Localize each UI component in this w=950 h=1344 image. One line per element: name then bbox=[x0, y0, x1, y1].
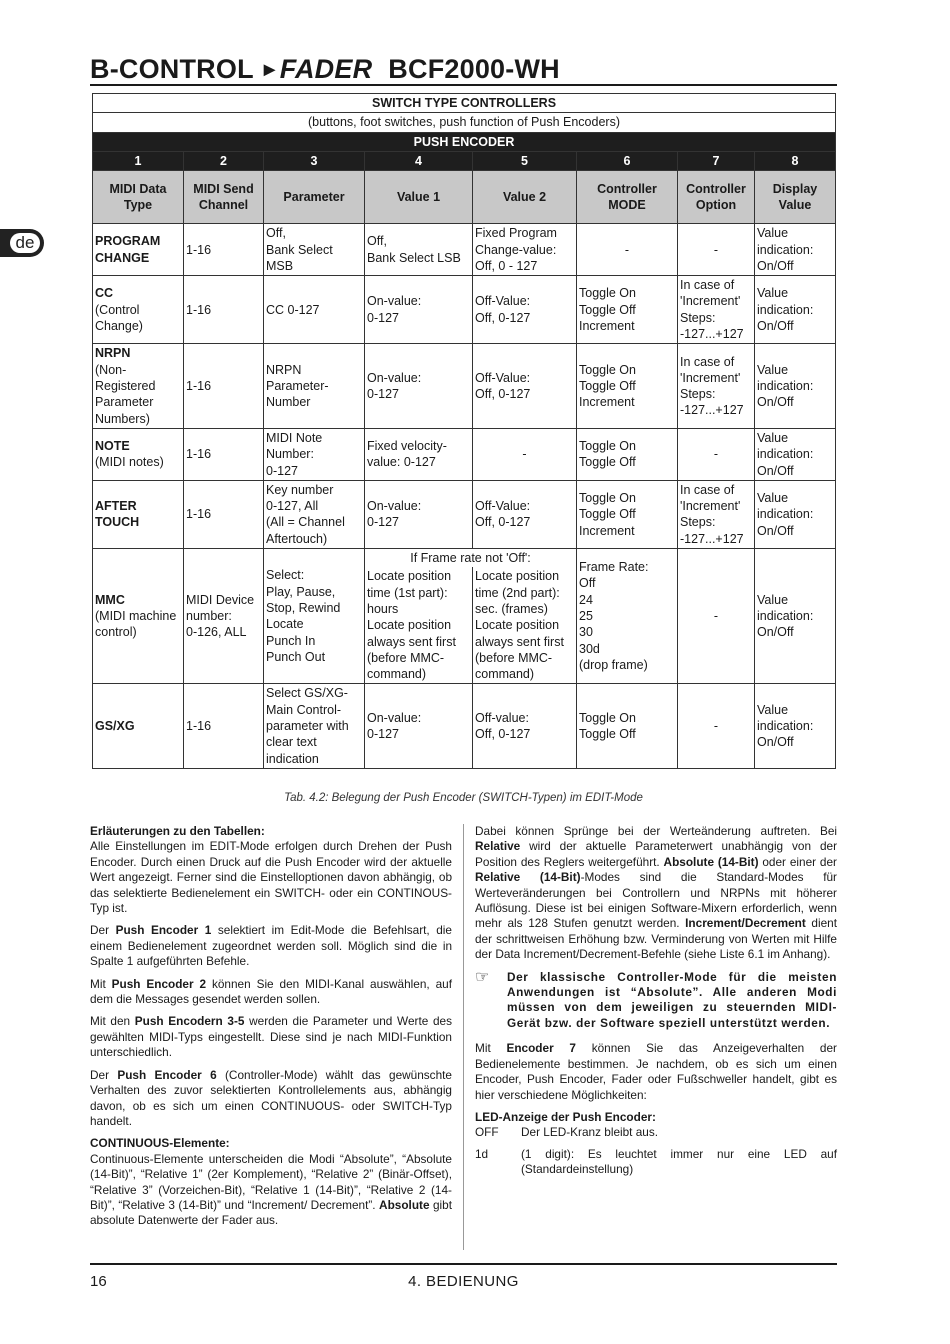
paragraph bbox=[90, 1014, 452, 1060]
paragraph bbox=[90, 923, 452, 969]
text: -Modes sind die Standard-Modes für Werteveränderungen bei Controllern und NRPNs mit höherer Auflösung. Diese ist bei einigen Software-Mixern erforderlich, wenn mehr als 128 Stufen genutzt werden. bbox=[475, 870, 837, 931]
column-header: MIDI Data Type bbox=[93, 171, 184, 224]
value1-cell: On-value: 0-127 bbox=[365, 276, 473, 344]
paragraph: Alle Einstellungen im EDIT-Mode erfolgen durch Drehen der Push Encoder. Durch einen Druck auf die Push Encoder wird der aktuelle Wert angezeigt. Ferner sind die Einstelloptionen davon abhängig, ob das selektierte Bedienelement ein SWITCH- oder ein CONTINOUS-Typ ist. bbox=[90, 839, 452, 916]
text: Der bbox=[90, 1067, 118, 1082]
page-header bbox=[90, 52, 837, 86]
hint-box bbox=[475, 970, 837, 1032]
emphasis: Relative (14-Bit) bbox=[475, 870, 581, 885]
table-subtitle: (buttons, foot switches, push function of Push Encoders) bbox=[93, 113, 836, 132]
emphasis: Push Encoder 2 bbox=[111, 976, 207, 991]
paragraph bbox=[475, 1041, 837, 1103]
column-header: Controller MODE bbox=[577, 171, 678, 224]
text: Mit bbox=[475, 1041, 507, 1056]
send-channel-cell: 1-16 bbox=[184, 480, 264, 548]
parameter-cell: MIDI Note Number: 0-127 bbox=[264, 428, 365, 480]
column-number: 3 bbox=[264, 151, 365, 170]
table-row bbox=[93, 480, 836, 548]
column-divider bbox=[463, 824, 464, 1250]
definition-item bbox=[475, 1147, 837, 1178]
column-number: 2 bbox=[184, 151, 264, 170]
switch-type-table bbox=[92, 93, 836, 769]
table-row bbox=[93, 684, 836, 768]
column-header: Parameter bbox=[264, 171, 365, 224]
send-channel-cell: 1-16 bbox=[184, 276, 264, 344]
language-label: de bbox=[10, 233, 41, 253]
column-number: 8 bbox=[755, 151, 836, 170]
definition-term: 1d bbox=[475, 1146, 489, 1161]
paragraph bbox=[475, 824, 837, 963]
display-value-cell: Value indication: On/Off bbox=[755, 549, 836, 684]
definition-item bbox=[475, 1125, 837, 1140]
parameter-cell: Off, Bank Select MSB bbox=[264, 224, 365, 276]
send-channel-cell: 1-16 bbox=[184, 344, 264, 428]
column-header: Value 2 bbox=[473, 171, 577, 224]
page-footer bbox=[90, 1263, 837, 1290]
controller-option-cell: In case of 'Increment' Steps: -127...+127 bbox=[678, 276, 755, 344]
definition-desc: (1 digit): Es leuchtet immer nur eine LED auf (Standardeinstellung) bbox=[521, 1146, 837, 1177]
controller-mode-cell: Toggle On Toggle Off Increment bbox=[577, 276, 678, 344]
product-name: FADER bbox=[279, 54, 373, 84]
controller-mode-cell: Toggle On Toggle Off bbox=[577, 684, 678, 768]
controller-option-cell: In case of 'Increment' Steps: -127...+127 bbox=[678, 344, 755, 428]
hint-text: Der klassische Controller-Mode für die meisten Anwendungen ist “Absolute”. Alle anderen Modi müssen von dem jeweiligen zu steuernden MIDI-Gerät bzw. der Software speziell unterstützt werden. bbox=[507, 969, 837, 1030]
controller-mode-cell: Toggle On Toggle Off Increment bbox=[577, 480, 678, 548]
controller-mode-cell: Toggle On Toggle Off Increment bbox=[577, 344, 678, 428]
column-number: 4 bbox=[365, 151, 473, 170]
controller-mode-cell: Toggle On Toggle Off bbox=[577, 428, 678, 480]
left-column bbox=[90, 824, 452, 1236]
data-type-cell: CC (Control Change) bbox=[93, 276, 184, 344]
column-header: MIDI Send Channel bbox=[184, 171, 264, 224]
text: Dabei können Sprünge bei der Werteänderung auftreten. Bei bbox=[475, 824, 837, 838]
send-channel-cell: 1-16 bbox=[184, 224, 264, 276]
parameter-cell: Key number 0-127, All (All = Channel Aftertouch) bbox=[264, 480, 365, 548]
data-type-cell: MMC (MIDI machine control) bbox=[93, 549, 184, 684]
value2-cell: Fixed Program Change-value: Off, 0 - 127 bbox=[473, 224, 577, 276]
text: Der bbox=[90, 923, 116, 938]
value1-cell: On-value: 0-127 bbox=[365, 480, 473, 548]
text: selektiert im Edit-Mode die Befehlsart, die einem Bedienelement zugeordnet werden soll. Möglich sind die in Spalte 1 aufgeführten Befehle. bbox=[90, 923, 452, 969]
send-channel-cell: 1-16 bbox=[184, 428, 264, 480]
display-value-cell: Value indication: On/Off bbox=[755, 480, 836, 548]
controller-option-cell: - bbox=[678, 428, 755, 480]
table-row bbox=[93, 276, 836, 344]
data-type-cell: NRPN (Non- Registered Parameter Numbers) bbox=[93, 344, 184, 428]
data-type-cell: GS/XG bbox=[93, 684, 184, 768]
emphasis: Absolute (14-Bit) bbox=[663, 854, 759, 869]
display-value-cell: Value indication: On/Off bbox=[755, 684, 836, 768]
data-type-cell: AFTER TOUCH bbox=[93, 480, 184, 548]
text: wird der aktuelle Parameterwert unabhängig von der Position des Reglers weitergeführt. bbox=[475, 839, 837, 869]
value2-cell: Off-value: Off, 0-127 bbox=[473, 684, 577, 768]
controller-option-cell: - bbox=[678, 549, 755, 684]
emphasis: Increment/Decrement bbox=[685, 916, 806, 931]
paragraph bbox=[90, 977, 452, 1008]
pointing-hand-icon: ☞ bbox=[475, 968, 490, 986]
column-header: Display Value bbox=[755, 171, 836, 224]
frame-rate-note: If Frame rate not 'Off': bbox=[365, 549, 577, 568]
text: gibt absolute Datenwerte der Fader aus. bbox=[90, 1197, 452, 1228]
definition-desc: Der LED-Kranz bleibt aus. bbox=[521, 1125, 659, 1140]
table-row bbox=[93, 224, 836, 276]
definition-list bbox=[475, 1125, 837, 1177]
text: Mit den bbox=[90, 1014, 135, 1029]
language-tab bbox=[0, 229, 44, 257]
emphasis: Absolute bbox=[379, 1197, 430, 1212]
table-title: SWITCH TYPE CONTROLLERS bbox=[93, 94, 836, 113]
send-channel-cell: 1-16 bbox=[184, 684, 264, 768]
value2-cell: Off-Value: Off, 0-127 bbox=[473, 276, 577, 344]
text: oder einer der bbox=[758, 854, 837, 869]
column-header: Value 1 bbox=[365, 171, 473, 224]
controller-option-cell: In case of 'Increment' Steps: -127...+127 bbox=[678, 480, 755, 548]
column-number: 7 bbox=[678, 151, 755, 170]
text: Mit bbox=[90, 976, 112, 991]
value1-cell: Off, Bank Select LSB bbox=[365, 224, 473, 276]
table-row bbox=[93, 549, 836, 568]
value2-cell: Locate position time (2nd part): sec. (frames) Locate position always sent first (before MMC- command) bbox=[473, 567, 577, 684]
product-title bbox=[90, 54, 560, 85]
text: können Sie das Anzeigeverhalten der Bedienelemente bestimmen. Je nachdem, ob es sich um einen Encoder, Push Encoder, Fader oder Fußschweller handelt, gibt es hier verschiedene Möglichkeiten: bbox=[475, 1041, 837, 1102]
table-row bbox=[93, 428, 836, 480]
controller-option-cell: - bbox=[678, 684, 755, 768]
display-value-cell: Value indication: On/Off bbox=[755, 428, 836, 480]
column-number: 5 bbox=[473, 151, 577, 170]
value1-cell: Locate position time (1st part): hours Locate position always sent first (before MMC- command) bbox=[365, 567, 473, 684]
led-heading: LED-Anzeige der Push Encoder: bbox=[475, 1109, 656, 1124]
column-number: 6 bbox=[577, 151, 678, 170]
parameter-cell: NRPN Parameter- Number bbox=[264, 344, 365, 428]
emphasis: Encoder 7 bbox=[506, 1041, 576, 1056]
table-row bbox=[93, 344, 836, 428]
data-type-cell: NOTE (MIDI notes) bbox=[93, 428, 184, 480]
text: Continuous-Elemente unterscheiden die Modi “Absolute”, “Absolute (14-Bit)”, “Relative 1” (2er Komplement), “Relative 2” (Binär-Offset), “Relative 3” (Vorzeichen-Bit), “Relative 1 (14-Bit)”, “Relative 2 (14-Bit)”, “Relative 3 (14-Bit)” und “Increment/ Decrement”. bbox=[90, 1151, 452, 1212]
table-caption: Tab. 4.2: Belegung der Push Encoder (SWITCH-Typen) im EDIT-Mode bbox=[284, 792, 643, 804]
column-number: 1 bbox=[93, 151, 184, 170]
text: (Controller-Mode) wählt das gewünschte Verhalten des zuvor selektierten Kontrollelements aus, abhängig davon, ob es sich um einen CONTINUOUS- oder SWITCH-Typ handelt. bbox=[90, 1067, 452, 1128]
explanation-heading: Erläuterungen zu den Tabellen: bbox=[90, 824, 265, 838]
parameter-cell: Select: Play, Pause, Stop, Rewind Locate Punch In Punch Out bbox=[264, 549, 365, 684]
value2-cell: - bbox=[473, 428, 577, 480]
text: können Sie den MIDI-Kanal auswählen, auf dem die Messages gesendet werden sollen. bbox=[90, 976, 452, 1007]
value2-cell: Off-Value: Off, 0-127 bbox=[473, 344, 577, 428]
brand-name: B-CONTROL bbox=[90, 54, 254, 84]
emphasis: Push Encoder 1 bbox=[115, 923, 212, 938]
paragraph bbox=[90, 1068, 452, 1130]
value1-cell: On-value: 0-127 bbox=[365, 344, 473, 428]
display-value-cell: Value indication: On/Off bbox=[755, 224, 836, 276]
column-header: Controller Option bbox=[678, 171, 755, 224]
controller-mode-cell: Frame Rate: Off 24 25 30 30d (drop frame) bbox=[577, 549, 678, 684]
emphasis: Push Encodern 3-5 bbox=[134, 1014, 245, 1029]
text: dient der schrittweisen Erhöhung bzw. Verminderung von Werten mit Hilfe der Data Increment/Decrement-Befehle (siehe Liste 6.1 im Anhang). bbox=[475, 916, 838, 962]
text: werden die Parameter und Werte des gewählten MIDI-Typs eingestellt. Diese sind je nach MIDI-Funktion unterschiedlich. bbox=[90, 1014, 453, 1060]
send-channel-cell: MIDI Device number: 0-126, ALL bbox=[184, 549, 264, 684]
paragraph bbox=[90, 1152, 452, 1229]
value1-cell: On-value: 0-127 bbox=[365, 684, 473, 768]
value1-cell: Fixed velocity- value: 0-127 bbox=[365, 428, 473, 480]
chapter-title: 4. BEDIENUNG bbox=[408, 1273, 519, 1290]
right-column bbox=[475, 824, 837, 1184]
emphasis: Relative bbox=[475, 839, 521, 854]
parameter-cell: Select GS/XG- Main Control- parameter with clear text indication bbox=[264, 684, 365, 768]
emphasis: Push Encoder 6 bbox=[117, 1067, 217, 1082]
controller-option-cell: - bbox=[678, 224, 755, 276]
definition-term: OFF bbox=[475, 1125, 499, 1140]
data-type-cell: PROGRAM CHANGE bbox=[93, 224, 184, 276]
page-number: 16 bbox=[90, 1273, 107, 1290]
table-section: PUSH ENCODER bbox=[93, 132, 836, 151]
arrow-icon: ► bbox=[259, 59, 280, 81]
value2-cell: Off-Value: Off, 0-127 bbox=[473, 480, 577, 548]
parameter-cell: CC 0-127 bbox=[264, 276, 365, 344]
display-value-cell: Value indication: On/Off bbox=[755, 276, 836, 344]
model-name: BCF2000-WH bbox=[388, 54, 560, 84]
display-value-cell: Value indication: On/Off bbox=[755, 344, 836, 428]
controller-mode-cell: - bbox=[577, 224, 678, 276]
continuous-heading: CONTINUOUS-Elemente: bbox=[90, 1136, 230, 1151]
